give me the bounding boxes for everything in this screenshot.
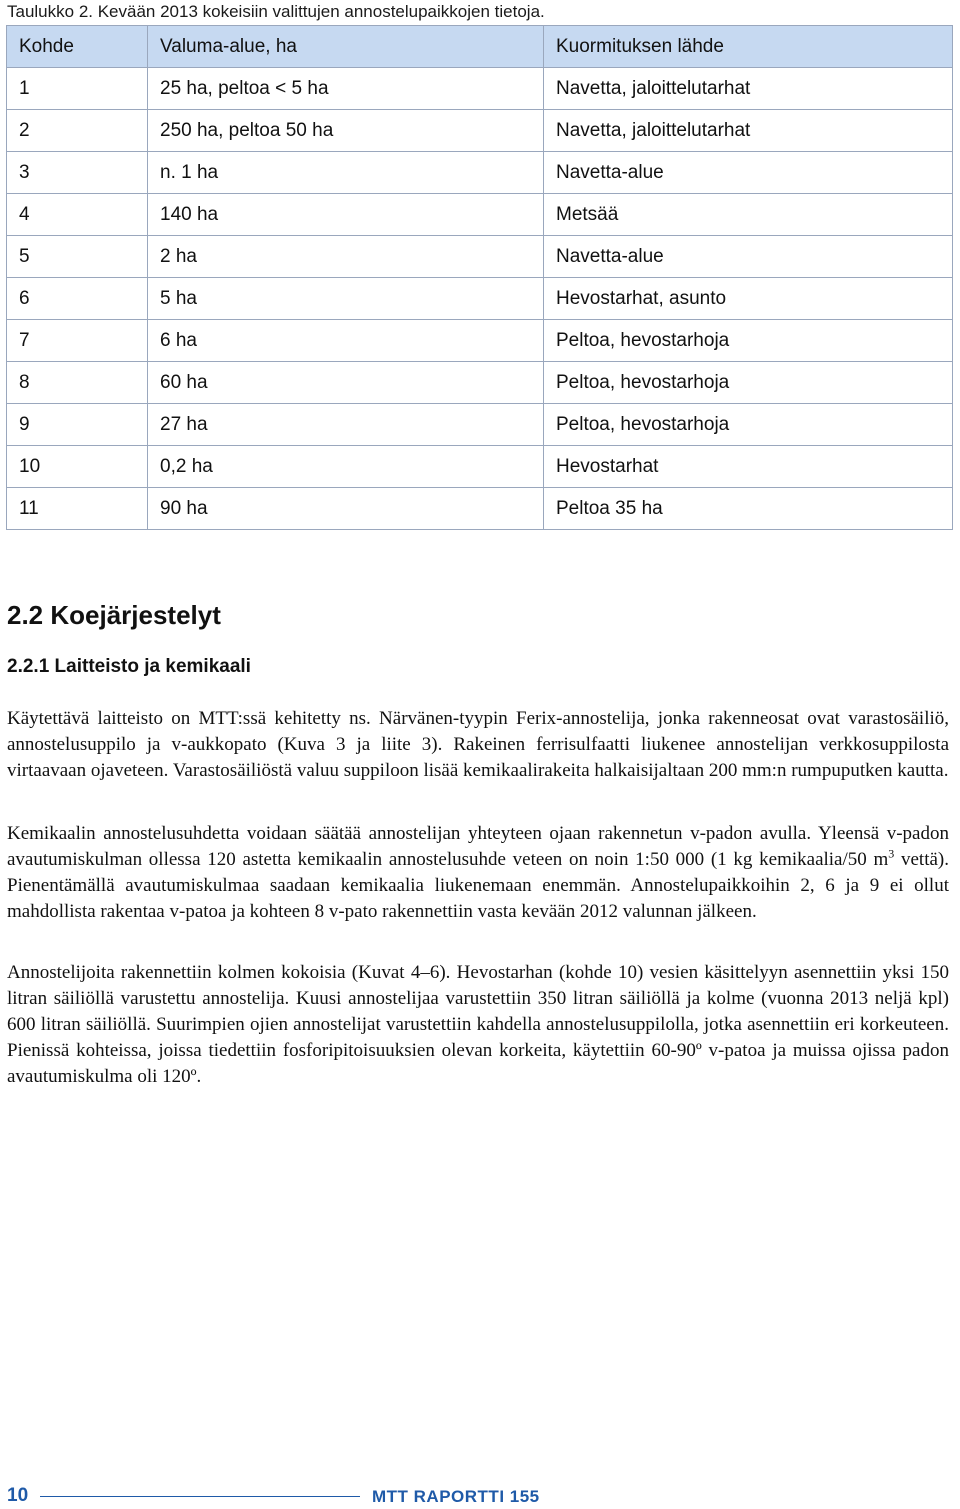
column-header-kuormituksen-lahde: Kuormituksen lähde xyxy=(544,26,953,68)
table-row xyxy=(7,236,953,278)
table-row xyxy=(7,488,953,530)
cell-valuma-alue: 2 ha xyxy=(148,236,544,278)
report-name: MTT RAPORTTI 155 xyxy=(372,1487,540,1506)
cell-kuormituksen-lahde: Peltoa 35 ha xyxy=(544,488,953,530)
cell-kohde: 2 xyxy=(7,110,148,152)
cell-kuormituksen-lahde: Navetta, jaloittelutarhat xyxy=(544,110,953,152)
table-row xyxy=(7,320,953,362)
cell-valuma-alue: 90 ha xyxy=(148,488,544,530)
paragraph-equipment: Käytettävä laitteisto on MTT:ssä kehitetty ns. Närvänen-tyypin Ferix-annostelija, jonka rakenneosat ovat varastosäiliö, annostelusuppilo ja v-aukkopato (Kuva 3 ja liite 3). Rakeinen ferrisulfaatti liukenee annostelijan verkkosuppilosta virtaavaan ojaveteen. Varastosäiliöstä valuu suppiloon lisää kemikaalirakeita halkaisijaltaan 200 mm:n rumpuputken kautta. xyxy=(7,708,949,781)
cell-kohde: 6 xyxy=(7,278,148,320)
cell-kuormituksen-lahde: Navetta-alue xyxy=(544,152,953,194)
cell-valuma-alue: 5 ha xyxy=(148,278,544,320)
paragraph-dosing-ratio xyxy=(7,821,949,925)
cell-kuormituksen-lahde: Navetta-alue xyxy=(544,236,953,278)
cell-kuormituksen-lahde: Metsää xyxy=(544,194,953,236)
cell-valuma-alue: 0,2 ha xyxy=(148,446,544,488)
cell-valuma-alue: 6 ha xyxy=(148,320,544,362)
table-row xyxy=(7,278,953,320)
cell-valuma-alue: 25 ha, peltoa < 5 ha xyxy=(148,68,544,110)
cell-kohde: 11 xyxy=(7,488,148,530)
page-number: 10 xyxy=(7,1485,29,1506)
table-row xyxy=(7,152,953,194)
table-row xyxy=(7,446,953,488)
paragraph-dosers: Annostelijoita rakennettiin kolmen kokoisia (Kuvat 4–6). Hevostarhan (kohde 10) vesien käsittelyyn asennettiin yksi 150 litran säiliöllä varustettu annostelija. Kuusi annostelijaa varustettiin 350 litran säiliöllä ja kolme (vuonna 2013 neljä kpl) 600 litran säiliöllä. Suurimpien ojien annostelijat varustettiin kahdella annostelusuppilolla, jotka asennettiin eri korkeuteen. Pienissä kohteissa, joissa tiedettiin fosforipitoisuuksien olevan korkeita, käytettiin 60-90º v-patoa ja muissa ojissa padon avautumiskulma oli 120º. xyxy=(7,962,949,1087)
cell-kuormituksen-lahde: Peltoa, hevostarhoja xyxy=(544,404,953,446)
cell-kohde: 5 xyxy=(7,236,148,278)
table-row xyxy=(7,404,953,446)
table-row xyxy=(7,68,953,110)
cell-valuma-alue: 27 ha xyxy=(148,404,544,446)
column-header-valuma-alue: Valuma-alue, ha xyxy=(148,26,544,68)
superscript-cubic: 3 xyxy=(888,846,895,861)
paragraph-dosing-ratio-part2: vettä). Pienentämällä avautumiskulmaa saadaan kemikaalia liukenemaan enemmän. Annostelupaikkoihin 2, 6 ja 9 ei ollut mahdollista rakentaa v-patoa ja kohteen 8 v-pato rakennettiin vasta kevään 2012 valunnan jälkeen. xyxy=(7,849,949,922)
column-header-kohde: Kohde xyxy=(7,26,148,68)
cell-valuma-alue: 140 ha xyxy=(148,194,544,236)
cell-kohde: 4 xyxy=(7,194,148,236)
table-header-row xyxy=(7,26,953,68)
cell-valuma-alue: 250 ha, peltoa 50 ha xyxy=(148,110,544,152)
cell-kohde: 1 xyxy=(7,68,148,110)
subsection-heading: 2.2.1 Laitteisto ja kemikaali xyxy=(7,656,251,677)
cell-kohde: 3 xyxy=(7,152,148,194)
cell-kohde: 8 xyxy=(7,362,148,404)
paragraph-dosing-ratio-part1: Kemikaalin annostelusuhdetta voidaan säätää annostelijan yhteyteen ojaan rakennetun v-padon avulla. Yleensä v-padon avautumiskulman ollessa 120 astetta kemikaalin annostelusuhde veteen on noin 1:50 000 (1 kg kemikaalia/50 m xyxy=(7,823,949,870)
data-table xyxy=(6,25,953,530)
cell-kohde: 9 xyxy=(7,404,148,446)
cell-valuma-alue: 60 ha xyxy=(148,362,544,404)
cell-kohde: 7 xyxy=(7,320,148,362)
cell-kuormituksen-lahde: Navetta, jaloittelutarhat xyxy=(544,68,953,110)
cell-kuormituksen-lahde: Hevostarhat, asunto xyxy=(544,278,953,320)
footer-divider xyxy=(40,1496,360,1497)
table-caption: Taulukko 2. Kevään 2013 kokeisiin valittujen annostelupaikkojen tietoja. xyxy=(7,2,545,21)
cell-valuma-alue: n. 1 ha xyxy=(148,152,544,194)
cell-kohde: 10 xyxy=(7,446,148,488)
section-heading: 2.2 Koejärjestelyt xyxy=(7,600,221,630)
cell-kuormituksen-lahde: Peltoa, hevostarhoja xyxy=(544,362,953,404)
table-row xyxy=(7,194,953,236)
cell-kuormituksen-lahde: Hevostarhat xyxy=(544,446,953,488)
table-row xyxy=(7,362,953,404)
cell-kuormituksen-lahde: Peltoa, hevostarhoja xyxy=(544,320,953,362)
table-row xyxy=(7,110,953,152)
